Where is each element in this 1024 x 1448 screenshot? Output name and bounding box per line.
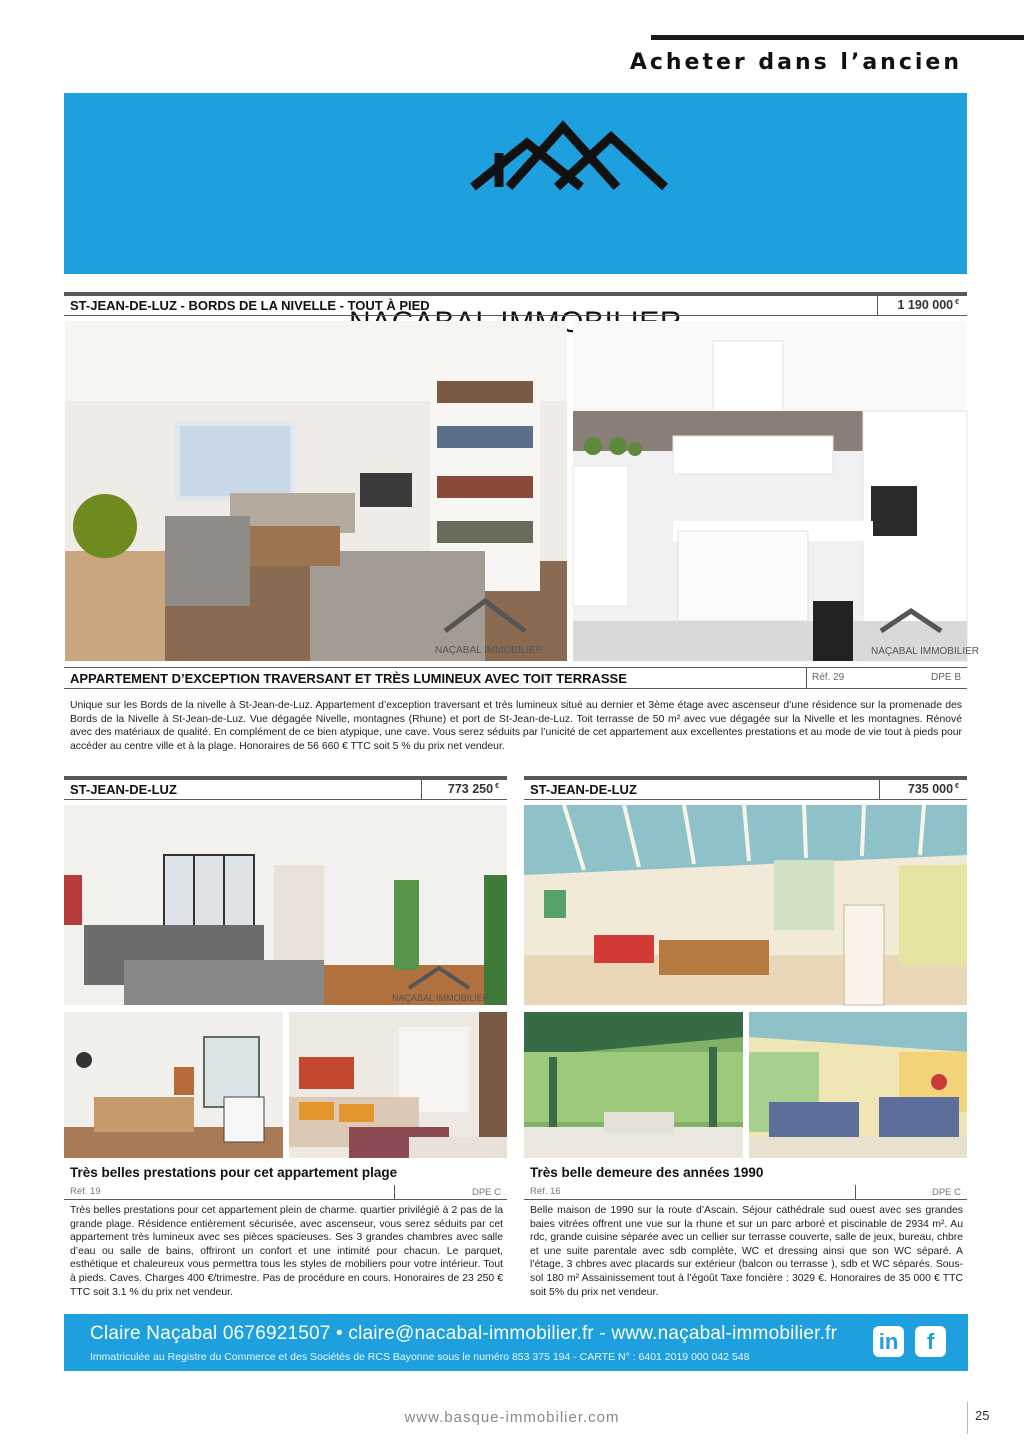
legal-line: Immatriculée au Registre du Commerce et des Sociétés de RCS Bayonne sous le numéro 853 375 194 - CARTE N° : 6401 2019 000 042 548 — [90, 1351, 750, 1363]
main-listing-bar — [64, 292, 967, 316]
left-sub-bar — [64, 1185, 507, 1200]
left-description: Très belles prestations pour cet appartement plein de charme. quartier privilégié à 2 pas de la grande plage. Résidence entièrement sécurisée, avec ascenseur, vous serez séduits par cet appartement très lumineux avec ses pièces spacieuses. Ses 3 grandes chambres avec salle d’eau ou salle de bains, offriront un confort et une intimité pour chacun. Le parquet, esthétique et chaleureux vous permettra tous les styles de mobiliers pour votre intérieur. Tout à pieds. Caves. Charges 400 €/trimestre. Pas de procédure en cours. Honoraires de 23 250 € TTC soit 3.1 % du prix net vendeur. — [70, 1205, 503, 1298]
main-headline-divider — [806, 668, 807, 689]
page-number: 25 — [967, 1402, 994, 1434]
kitchen-photo — [573, 321, 979, 661]
right-title: Très belle demeure des années 1990 — [530, 1165, 764, 1180]
right-terrace-photo — [524, 1012, 743, 1158]
main-ref: Réf. 29 — [812, 672, 845, 683]
right-price-box — [879, 780, 967, 799]
section-title: Acheter dans l’ancien — [629, 50, 962, 75]
contact-band — [64, 1314, 968, 1371]
main-price: 1 190 000 — [897, 298, 954, 312]
right-listing-bar — [524, 776, 967, 800]
main-headline-bar — [64, 667, 967, 689]
main-description: Unique sur les Bords de la nivelle à St-Jean-de-Luz. Appartement d’exception traversant et très lumineux situé au dernier et 3ème étage avec ascenseur d’une résidence sur la promenade des Bords de la Nivelle à St-Jean-de-Luz. Vue dégagée Nivelle, montagnes (Rhune) et port de St-Jean-de-Luz. Toit terrasse de 50 m² avec vue dégagée sur la Nivelle et les montagnes. Rénové avec des matériaux de qualité. En complément de ce bien atypique, une cave. Vous serez séduits par l’unicité de cet appartement aux excellentes prestations et au mode de vie tout à pieds pour accéder au centre ville et à la plage. Honoraires de 56 660 € TTC soit 5 % du prix net vendeur. — [70, 700, 962, 752]
right-sub-bar — [524, 1185, 967, 1200]
right-location: ST-JEAN-DE-LUZ — [530, 782, 637, 797]
right-sub-divider — [855, 1185, 856, 1199]
right-cathedral-photo — [524, 805, 967, 1005]
right-description: Belle maison de 1990 sur la route d’Ascain. Séjour cathédrale sud ouest avec ses grandes baies vitrées offrent une vue sur la rhune et sur un parc arboré et piscinable de 2934 m². Au rdc, grande cuisine séparée avec un cellier sur terrasse couverte, salle de jeux, bureau, chbre et une suite parentale avec sdb complète, WC et dressing ainsi que son WC séparé. A l’étage, 3 chbres avec placards sur extérieur (balcon ou terrasse ), sdb et WC séparés. Sous-sol 180 m² Assainissement tout à l’égoût Taxe foncière : 3029 €. Honoraires de 35 000 € TTC soit 5% du prix net vendeur. — [530, 1205, 963, 1298]
kitchen-watermark: NAÇABAL IMMOBILIER — [871, 646, 979, 657]
left-living-photo — [64, 805, 507, 1005]
left-dining-photo — [64, 1012, 283, 1158]
main-price-box — [877, 296, 967, 315]
right-ref: Réf. 16 — [530, 1186, 561, 1197]
contact-line[interactable]: Claire Naçabal 0676921507 • claire@nacabal-immobilier.fr - www.naçabal-immobilier.fr — [90, 1323, 838, 1344]
left-sub-divider — [394, 1185, 395, 1199]
main-location: ST-JEAN-DE-LUZ - BORDS DE LA NIVELLE - TOUT À PIED — [70, 298, 430, 313]
left-title: Très belles prestations pour cet appartement plage — [70, 1165, 398, 1180]
roof-logo-icon — [469, 115, 669, 195]
right-dpe: DPE C — [931, 1187, 961, 1198]
left-listing-bar — [64, 776, 507, 800]
site-url[interactable]: www.basque-immobilier.com — [404, 1409, 620, 1426]
main-currency: € — [955, 298, 959, 306]
left-watermark: NAÇABAL IMMOBILIER — [392, 993, 490, 1003]
living-room-photo — [65, 321, 567, 661]
agency-banner — [64, 93, 967, 274]
living-room-watermark: NAÇABAL IMMOBILIER — [435, 645, 543, 656]
left-dpe: DPE C — [471, 1187, 501, 1198]
left-price-box — [421, 780, 507, 799]
main-dpe: DPE B — [930, 672, 961, 683]
right-currency: € — [955, 782, 959, 790]
left-currency: € — [495, 782, 499, 790]
facebook-icon[interactable]: f — [915, 1326, 946, 1357]
right-salon-photo — [749, 1012, 967, 1158]
left-price: 773 250 — [447, 782, 494, 796]
left-ref: Réf. 19 — [70, 1186, 101, 1197]
main-headline: APPARTEMENT D’EXCEPTION TRAVERSANT ET TRÈS LUMINEUX AVEC TOIT TERRASSE — [70, 671, 627, 686]
linkedin-icon[interactable]: in — [873, 1326, 904, 1357]
right-price: 735 000 — [907, 782, 954, 796]
left-bedroom-photo — [289, 1012, 507, 1158]
left-location: ST-JEAN-DE-LUZ — [70, 782, 177, 797]
top-rule — [651, 35, 1024, 40]
